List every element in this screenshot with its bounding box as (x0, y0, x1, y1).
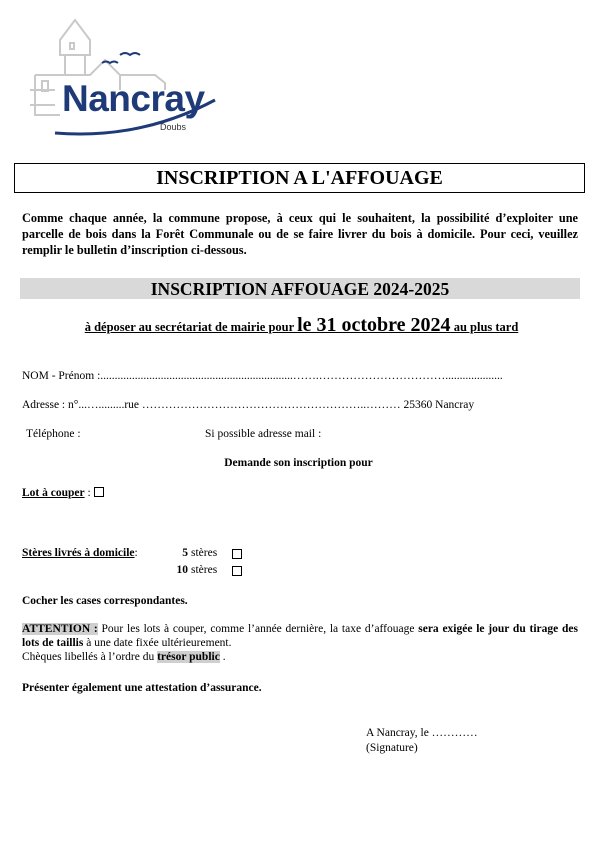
email-field[interactable]: Si possible adresse mail : (205, 428, 322, 440)
attention-bold: sera exigée le jour du tirage des lots de taillis (22, 623, 578, 649)
logo-town-name: Nancray (62, 78, 205, 119)
address-field[interactable]: Adresse : n°...….........rue …………………………………………………..……… 25360 Nancray (22, 399, 475, 411)
steres-unit-5: stères (191, 547, 218, 559)
insurance-note: Présenter également une attestation d’assurance. (22, 682, 262, 694)
logo-department: Doubs (160, 122, 187, 132)
steres-qty-10: 10 (176, 564, 188, 576)
cheque-payee: trésor public (157, 651, 220, 663)
cheque-post: . (219, 651, 226, 663)
steres-10-checkbox[interactable] (232, 566, 242, 576)
page-title: INSCRIPTION A L'AFFOUAGE (14, 163, 585, 193)
steres-label: Stères livrés à domicile (22, 547, 135, 559)
lot-separator: : (84, 487, 94, 499)
lot-label: Lot à couper (22, 487, 85, 499)
signature-label: (Signature) (366, 742, 418, 754)
phone-field[interactable]: Téléphone : (26, 428, 81, 440)
cheque-pre: Chèques libellés à l’ordre du (22, 651, 158, 663)
steres-unit-10: stères (191, 564, 218, 576)
lot-row (22, 487, 104, 499)
deposit-post: au plus tard (450, 320, 519, 334)
signature-place-date: A Nancray, le ………… (366, 727, 478, 739)
deposit-date: le 31 octobre 2024 (297, 314, 451, 336)
steres-row (22, 547, 138, 559)
request-label: Demande son inscription pour (224, 457, 373, 469)
name-field[interactable]: NOM - Prénom :...................................................................…….…………………………….................... (22, 370, 503, 382)
form-subtitle: INSCRIPTION AFFOUAGE 2024-2025 (20, 278, 580, 299)
steres-qty-5: 5 (182, 547, 188, 559)
attention-label: ATTENTION : (22, 623, 98, 635)
lot-checkbox[interactable] (94, 487, 104, 497)
check-instruction: Cocher les cases correspondantes. (22, 595, 188, 607)
deposit-pre: à déposer au secrétariat de mairie pour (84, 320, 298, 334)
steres-5-checkbox[interactable] (232, 549, 242, 559)
intro-paragraph: Comme chaque année, la commune propose, à ceux qui le souhaitent, la possibilité d’exploiter une parcelle de bois dans la Forêt Communale ou de se faire livrer du bois à domicile. Pour ceci, veuillez remplir le bulletin d’inscription ci-dessous. (22, 211, 578, 257)
attention-text1: Pour les lots à couper, comme l’année dernière, la taxe d’affouage (97, 623, 419, 635)
attention-paragraph (22, 622, 578, 664)
deposit-deadline (0, 314, 603, 337)
steres-separator: : (134, 547, 138, 559)
attention-text2: à une date fixée ultérieurement. (83, 637, 232, 649)
